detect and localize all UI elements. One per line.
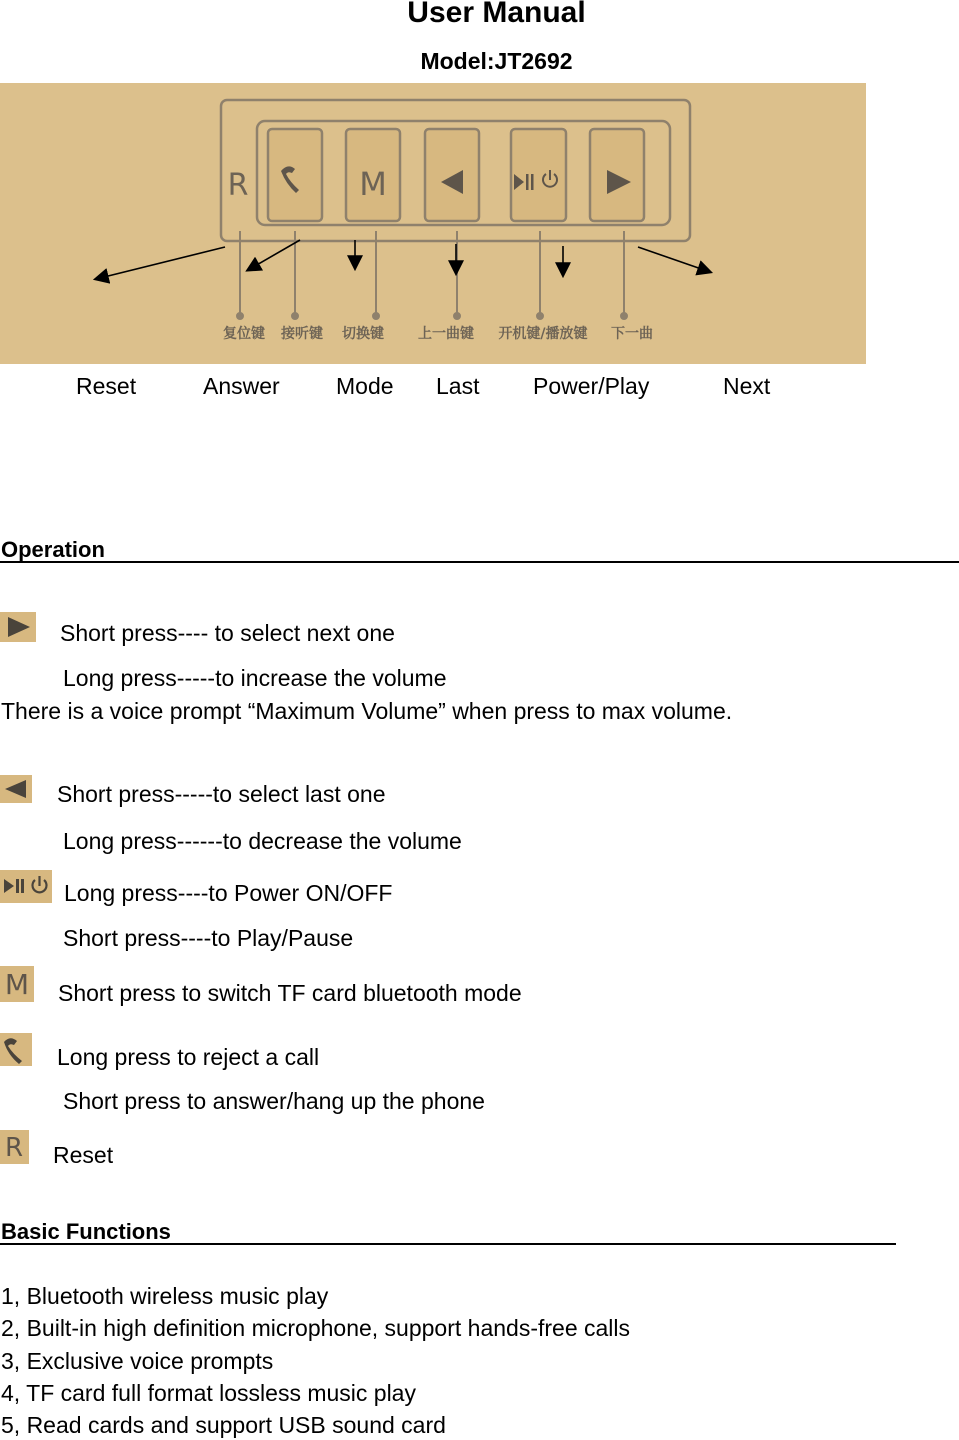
mode-m-icon <box>0 966 34 1002</box>
last-key <box>425 129 479 221</box>
next-key <box>590 129 644 221</box>
button-panel-drawing <box>0 83 866 364</box>
model-number: Model:JT2692 <box>420 48 573 74</box>
power-play-key <box>511 129 566 221</box>
mode-key <box>346 129 400 221</box>
button-panel-diagram <box>0 83 866 364</box>
phone-short-press-text: Short press to answer/hang up the phone <box>63 1088 485 1114</box>
next-voice-prompt-note: There is a voice prompt “Maximum Volume” when press to max volume. <box>1 698 733 724</box>
function-item: 2, Built-in high definition microphone, support hands-free calls <box>1 1315 631 1341</box>
power-long-press-text: Long press----to Power ON/OFF <box>64 880 393 906</box>
cn-label-last: 上一曲键 <box>418 326 474 342</box>
label-answer: Answer <box>203 373 280 399</box>
basic-functions-heading: Basic Functions <box>1 1219 171 1244</box>
power-short-press-text: Short press----to Play/Pause <box>63 925 354 951</box>
cn-label-answer: 接听键 <box>281 326 323 342</box>
operation-underline <box>0 561 959 563</box>
label-reset: Reset <box>76 373 137 399</box>
phone-handset-icon <box>0 1033 32 1066</box>
cn-label-reset: 复位键 <box>223 326 265 342</box>
next-long-press-text: Long press-----to increase the volume <box>63 665 447 691</box>
reset-icon-letter: R <box>4 1133 24 1163</box>
reset-text: Reset <box>53 1142 114 1168</box>
last-short-press-text: Short press-----to select last one <box>57 781 386 807</box>
reset-key-label: R <box>227 168 249 203</box>
function-item: 1, Bluetooth wireless music play <box>1 1283 329 1309</box>
label-mode: Mode <box>336 373 394 399</box>
basic-functions-underline <box>0 1243 896 1245</box>
mode-short-press-text: Short press to switch TF card bluetooth mode <box>58 980 522 1006</box>
function-item: 5, Read cards and support USB sound card <box>1 1412 446 1438</box>
play-pause-power-icon <box>0 870 52 903</box>
answer-key <box>268 129 322 221</box>
label-next: Next <box>723 373 771 399</box>
function-item: 3, Exclusive voice prompts <box>1 1348 274 1374</box>
next-triangle-icon <box>0 612 36 642</box>
function-item: 4, TF card full format lossless music play <box>1 1380 416 1406</box>
mode-key-label: M <box>359 165 387 203</box>
mode-icon-letter: M <box>4 968 30 1001</box>
label-power-play: Power/Play <box>533 373 650 399</box>
cn-label-power-play: 开机键/播放键 <box>498 326 588 342</box>
last-long-press-text: Long press------to decrease the volume <box>63 828 462 854</box>
operation-heading: Operation <box>1 537 105 562</box>
reset-r-icon <box>0 1130 29 1164</box>
document-title: User Manual <box>407 0 586 29</box>
label-last: Last <box>436 373 480 399</box>
next-short-press-text: Short press---- to select next one <box>60 620 395 646</box>
phone-long-press-text: Long press to reject a call <box>57 1044 320 1070</box>
previous-triangle-icon <box>0 775 32 803</box>
cn-label-mode: 切换键 <box>342 326 384 342</box>
cn-label-next: 下一曲 <box>611 326 653 342</box>
